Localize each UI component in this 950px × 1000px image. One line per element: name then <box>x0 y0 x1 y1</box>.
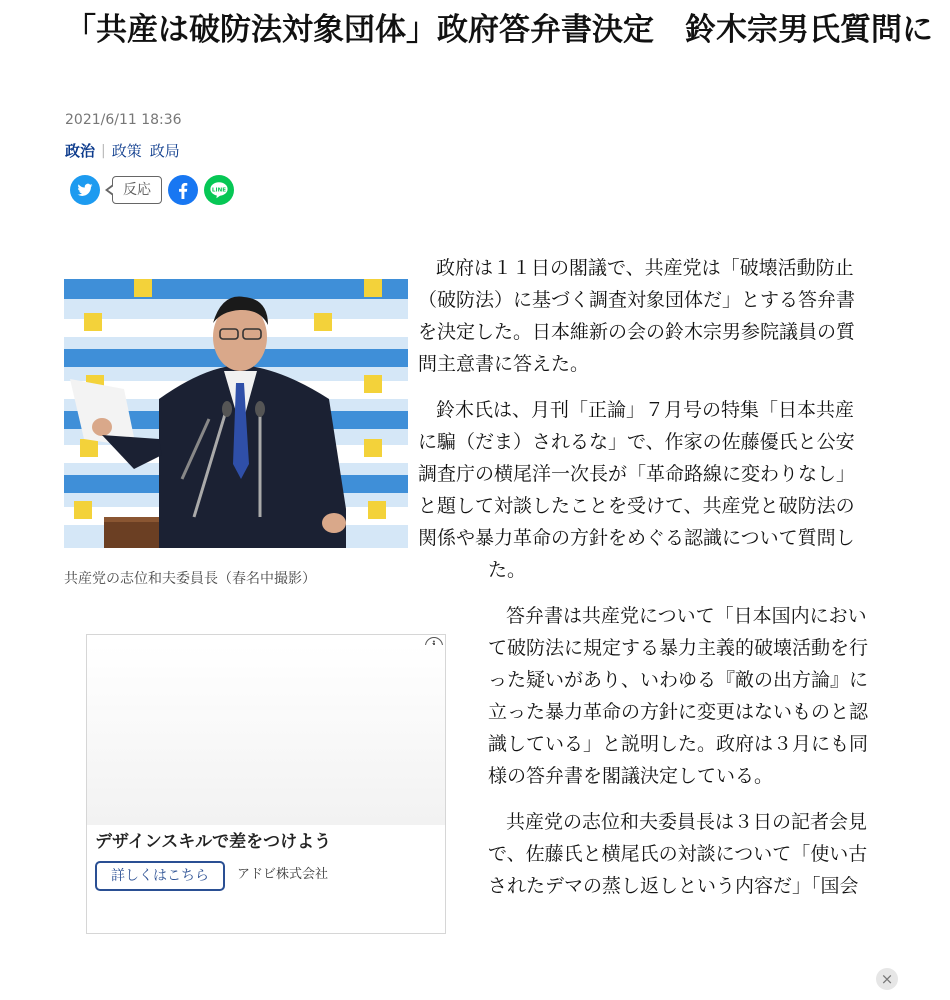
paragraph-line: 関係や暴力革命の方針をめぐる認識について質問し <box>418 527 855 549</box>
paragraph-line: されたデマの蒸し返しという内容だ」「国会 <box>488 875 859 897</box>
category-link-policy[interactable]: 政策 <box>111 142 142 160</box>
paragraph-line: で、佐藤氏と横尾氏の対談について「使い古 <box>488 843 868 865</box>
paragraph-line: 政府は１１日の閣議で、共産党は「破壊活動防止 <box>436 257 854 279</box>
photo-caption: 共産党の志位和夫委員長（春名中撮影） <box>64 571 316 587</box>
ad-cta-button[interactable]: 詳しくはこちら <box>95 861 225 891</box>
paragraph-line: を決定した。日本維新の会の鈴木宗男参院議員の質 <box>418 321 856 343</box>
close-icon[interactable]: × <box>876 968 898 990</box>
ad-sponsor: アドビ株式会社 <box>237 867 329 882</box>
category-link-politics[interactable]: 政局 <box>149 142 180 160</box>
paragraph-line: 様の答弁書を閣議決定している。 <box>488 765 774 787</box>
paragraph-line: た。 <box>488 559 527 581</box>
share-bar <box>70 173 234 207</box>
article-photo <box>64 279 408 548</box>
svg-text:LINE: LINE <box>211 187 227 194</box>
paragraph-line: 調査庁の横尾洋一次長が「革命路線に変わりなし」 <box>418 463 856 485</box>
advertisement[interactable] <box>86 634 446 934</box>
paragraph-line: に騙（だま）されるな」で、作家の佐藤優氏と公安 <box>418 431 855 453</box>
facebook-icon[interactable] <box>168 175 198 205</box>
paragraph-line: 答弁書は共産党について「日本国内におい <box>506 605 867 627</box>
paragraph-line: った疑いがあり、いわゆる『敵の出方論』に <box>488 669 869 691</box>
ad-image[interactable] <box>87 645 445 825</box>
category-primary-link[interactable]: 政治 <box>65 142 96 160</box>
paragraph-line: て破防法に規定する暴力主義的破壊活動を行 <box>488 637 869 659</box>
paragraph-line: 問主意書に答えた。 <box>418 353 590 375</box>
reaction-button[interactable]: 反応 <box>112 176 162 204</box>
paragraph-line: 立った暴力革命の方針に変更はないものと認 <box>488 701 869 723</box>
paragraph-line: 識している」と説明した。政府は３月にも同 <box>488 733 869 755</box>
paragraph-line: （破防法）に基づく調査対象団体だ」とする答弁書 <box>418 289 856 311</box>
article-body <box>418 252 908 1000</box>
category-divider: | <box>101 142 106 159</box>
ad-headline[interactable]: デザインスキルで差をつけよう <box>95 832 332 852</box>
article-headline: 「共産は破防法対象団体」政府答弁書決定 鈴木宗男氏質問に <box>65 12 933 48</box>
paragraph-line: 共産党の志位和夫委員長は３日の記者会見 <box>506 811 868 833</box>
article-datetime: 2021/6/11 18:36 <box>65 112 182 128</box>
category-list <box>65 140 188 161</box>
paragraph-line: と題して対談したことを受けて、共産党と破防法の <box>418 495 855 517</box>
line-icon[interactable] <box>204 175 234 205</box>
twitter-icon[interactable] <box>70 175 100 205</box>
paragraph-line: 鈴木氏は、月刊「正論」７月号の特集「日本共産 <box>436 399 855 421</box>
